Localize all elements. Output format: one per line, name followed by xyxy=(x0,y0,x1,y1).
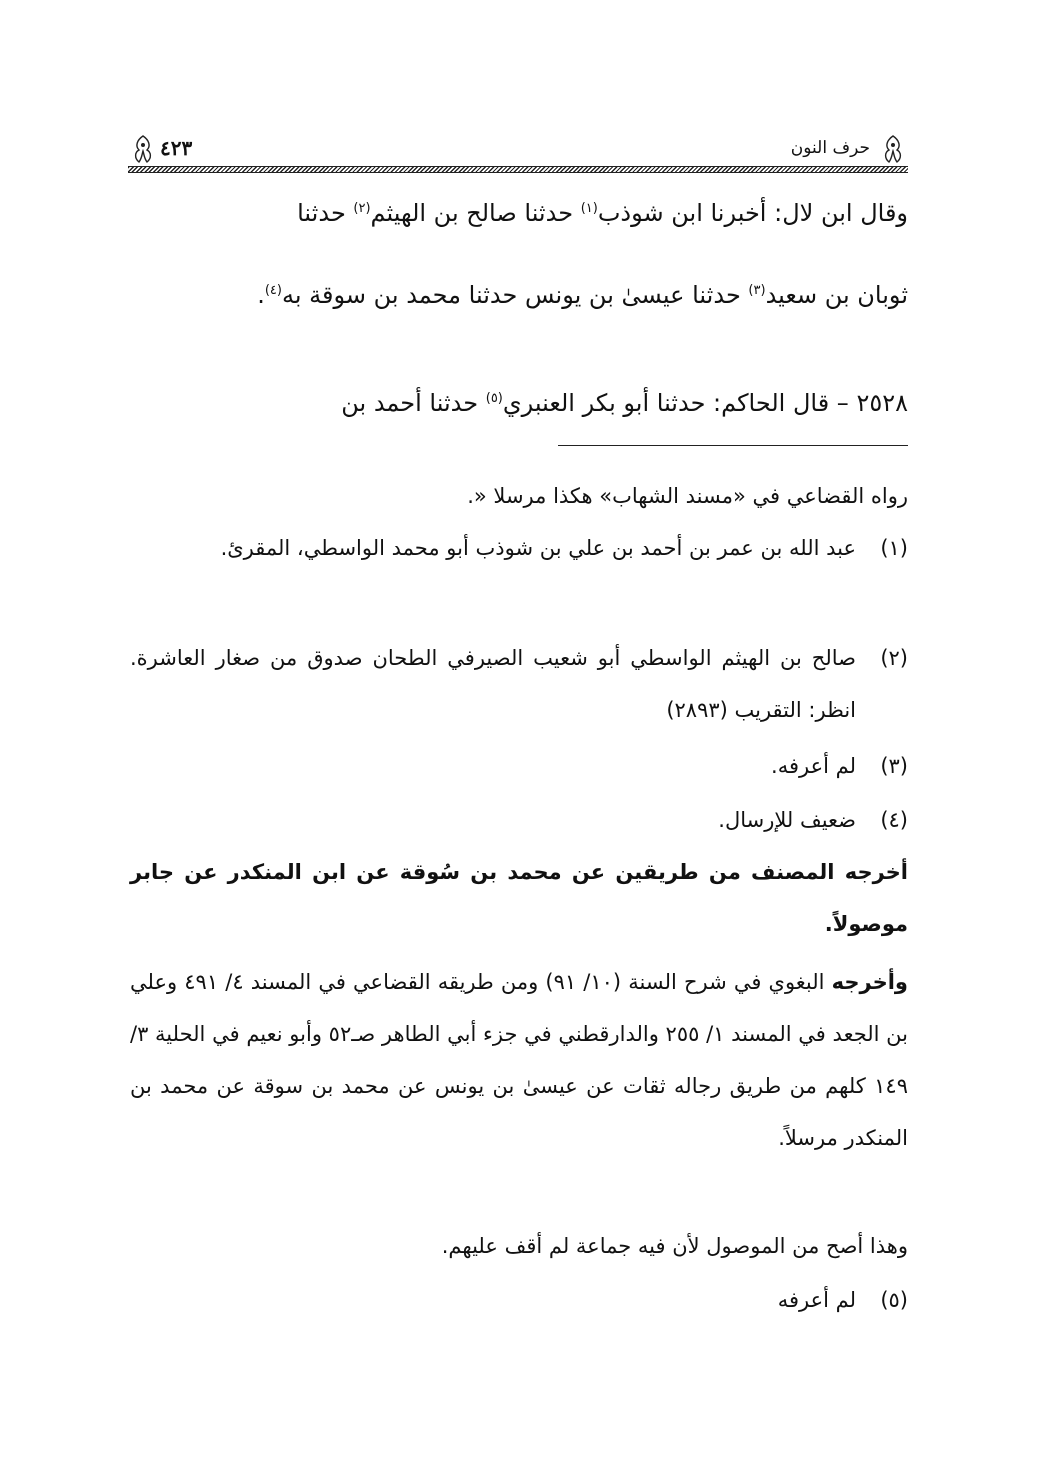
floral-ornament-icon xyxy=(880,134,906,164)
chapter-title: حرف النون xyxy=(790,138,870,158)
footnote-text: لم أعرفه. xyxy=(771,754,856,778)
footnote-4-para-1: أخرجه المصنف من طريقين عن محمد بن سُوقة عن ابن المنكدر عن جابر موصولاً. xyxy=(130,860,908,936)
footnote-marker[interactable]: (٥) xyxy=(485,391,503,406)
footnote-marker[interactable]: (١) xyxy=(580,201,598,216)
footnote-text: لم أعرفه xyxy=(777,1288,856,1312)
footnote-text: ضعيف للإرسال. xyxy=(718,808,856,832)
text-run: وأخرجه xyxy=(831,970,908,994)
main-line-2 xyxy=(130,278,908,312)
text-run: . xyxy=(257,281,265,309)
footnote-separator xyxy=(558,445,908,446)
text-run: ثوبان بن سعيد xyxy=(765,281,908,309)
footnote-4 xyxy=(130,794,908,846)
footnote-marker[interactable]: (٤) xyxy=(264,283,282,298)
footnote-carryover: رواه القضاعي في «مسند الشهاب» هكذا مرسلا «. xyxy=(467,484,908,508)
footnote-5 xyxy=(130,1274,908,1326)
footnote-1 xyxy=(130,522,908,574)
footnote-marker[interactable]: (٢) xyxy=(353,201,371,216)
floral-ornament-icon xyxy=(130,134,156,164)
footnote-text: عبد الله بن عمر بن أحمد بن علي بن شوذب أبو محمد الواسطي، المقرئ. xyxy=(220,536,856,560)
footnote-number: (٥) xyxy=(880,1288,908,1312)
text-run: حدثنا صالح بن الهيثم xyxy=(370,199,581,227)
footnote-4-para-3: وهذا أصح من الموصول لأن فيه جماعة لم أقف عليهم. xyxy=(441,1234,908,1258)
footnote-number: (٤) xyxy=(880,808,908,832)
text-run: حدثنا أحمد بن xyxy=(341,389,486,417)
header-decorative-band xyxy=(128,166,908,173)
text-run: البغوي في شرح السنة (١٠/ ٩١) ومن طريقه القضاعي في المسند ٤/ ٤٩١ وعلي بن الجعد في المسند ١/ ٢٥٥ والدارقطني في جزء أبي الطاهر صـ٥٢ وأبو نعيم في الحلية ٣/ ١٤٩ كلهم من طريق رجاله ثقات عن عيسىٰ بن يونس عن محمد بن سوقة عن محمد بن المنكدر مرسلاً. xyxy=(130,970,909,1150)
text-run: ٢٥٢٨ – قال الحاكم: حدثنا أبو بكر العنبري xyxy=(502,389,908,417)
footnote-number: (٣) xyxy=(880,754,908,778)
footnote-number: (١) xyxy=(880,536,908,560)
footnote-3 xyxy=(130,740,908,792)
footnote-marker[interactable]: (٣) xyxy=(748,283,766,298)
main-line-3 xyxy=(130,386,908,420)
text-run: حدثنا عيسىٰ بن يونس حدثنا محمد بن سوقة به xyxy=(281,281,749,309)
running-header xyxy=(128,132,908,172)
text-run: حدثنا xyxy=(297,199,354,227)
footnote-text: صالح بن الهيثم الواسطي أبو شعيب الصيرفي الطحان صدوق من صغار العاشرة. انظر: التقريب (٢٨٩٣) xyxy=(130,646,856,722)
footnote-2 xyxy=(130,632,908,736)
footnote-number: (٢) xyxy=(880,646,908,670)
main-line-1 xyxy=(130,196,908,230)
text-run: وقال ابن لال: أخبرنا ابن شوذب xyxy=(597,199,908,227)
page-number: ٤٢٣ xyxy=(160,136,193,160)
footnote-4-para-2 xyxy=(130,956,908,1164)
